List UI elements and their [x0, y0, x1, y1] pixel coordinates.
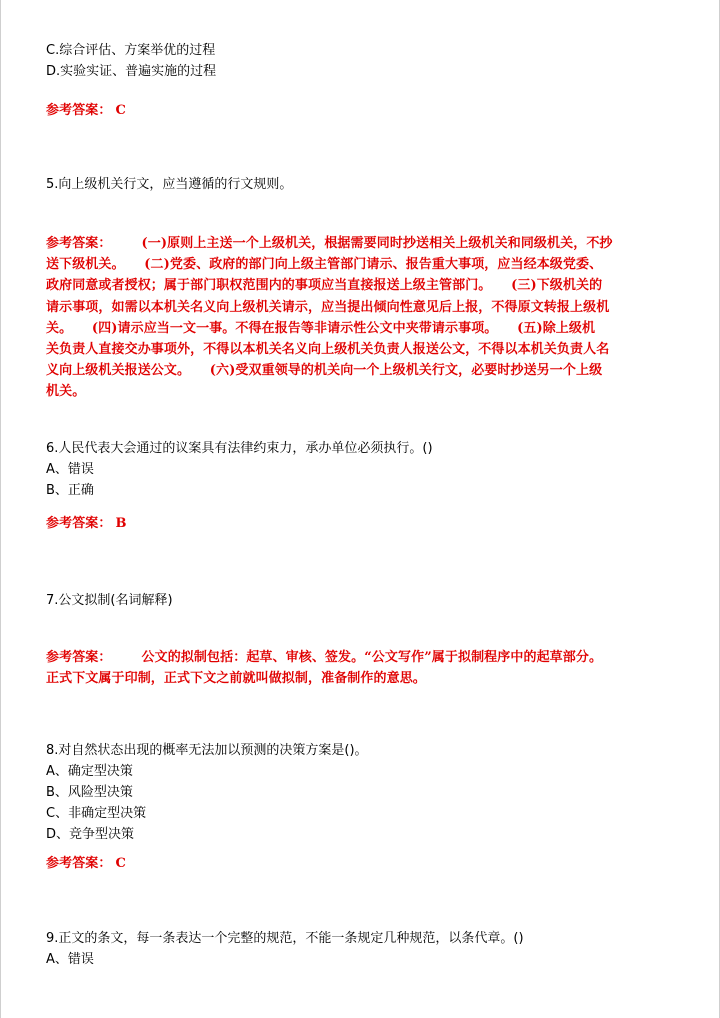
answer-line: 关负责人直接交办事项外，不得以本机关名义向上级机关负责人报送公文，不得以本机关负责人名: [46, 342, 610, 358]
question-5-text: 5.向上级机关行文，应当遵循的行文规则。: [46, 177, 293, 192]
question-6: [46, 438, 690, 501]
answer-label: 参考答案：: [46, 650, 112, 665]
question-6-text: 6.人民代表大会通过的议案具有法律约束力，承办单位必须执行。(): [46, 441, 433, 456]
option-b: B、风险型决策: [46, 785, 133, 800]
answer-label: 参考答案：: [46, 103, 112, 118]
page-left-edge: [0, 0, 1, 1018]
answer-line: 公文的拟制包括：起草、审核、签发。“公文写作”属于拟制程序中的起草部分。: [141, 650, 603, 665]
answer-value: C: [115, 103, 126, 118]
question-8: [46, 740, 690, 845]
question-4: [46, 40, 690, 82]
answer-5: [46, 233, 690, 403]
answer-line: 关。 (四)请示应当一文一事。不得在报告等非请示性公文中夹带请示事项。 (五)除上级机: [46, 320, 596, 336]
option-d: D.实验实证、普遍实施的过程: [46, 64, 217, 79]
answer-value: C: [115, 856, 126, 871]
answer-label: 参考答案：: [46, 236, 112, 251]
option-c: C.综合评估、方案举优的过程: [46, 43, 216, 58]
answer-label: 参考答案：: [46, 516, 112, 531]
answer-line: 请示事项，如需以本机关名义向上级机关请示，应当提出倾向性意见后上报，不得原文转报上级机: [46, 299, 610, 315]
question-9-text: 9.正文的条文，每一条表达一个完整的规范，不能一条规定几种规范，以条代章。(): [46, 931, 524, 946]
answer-4: [46, 100, 690, 121]
answer-line: 送下级机关。 (二)党委、政府的部门向上级主管部门请示、报告重大事项，应当经本级党委、: [46, 257, 603, 273]
answer-8: [46, 853, 690, 874]
option-a: A、确定型决策: [46, 764, 133, 779]
question-9: [46, 928, 690, 970]
answer-line: (一)原则上主送一个上级机关，根据需要同时抄送相关上级机关和同级机关，不抄: [141, 236, 613, 251]
answer-line: 正式下文属于印制，正式下文之前就叫做拟制，准备制作的意思。: [46, 671, 426, 687]
answer-line: 义向上级机关报送公文。 (六)受双重领导的机关向一个上级机关行文，必要时抄送另一个上级: [46, 363, 603, 379]
answer-label: 参考答案：: [46, 856, 112, 871]
question-8-text: 8.对自然状态出现的概率无法加以预测的决策方案是()。: [46, 743, 368, 758]
answer-value: B: [115, 516, 127, 531]
answer-7: [46, 647, 690, 689]
answer-6: [46, 513, 690, 534]
option-c: C、非确定型决策: [46, 806, 147, 821]
option-a: A、错误: [46, 952, 94, 967]
option-a: A、错误: [46, 462, 94, 477]
option-b: B、正确: [46, 483, 94, 498]
answer-line: 政府同意或者授权；属于部门职权范围内的事项应当直接报送上级主管部门。 (三)下级机关的: [46, 278, 603, 294]
answer-line: 机关。: [46, 384, 86, 400]
option-d: D、竞争型决策: [46, 827, 135, 842]
question-7-text: 7.公文拟制(名词解释): [46, 593, 173, 608]
